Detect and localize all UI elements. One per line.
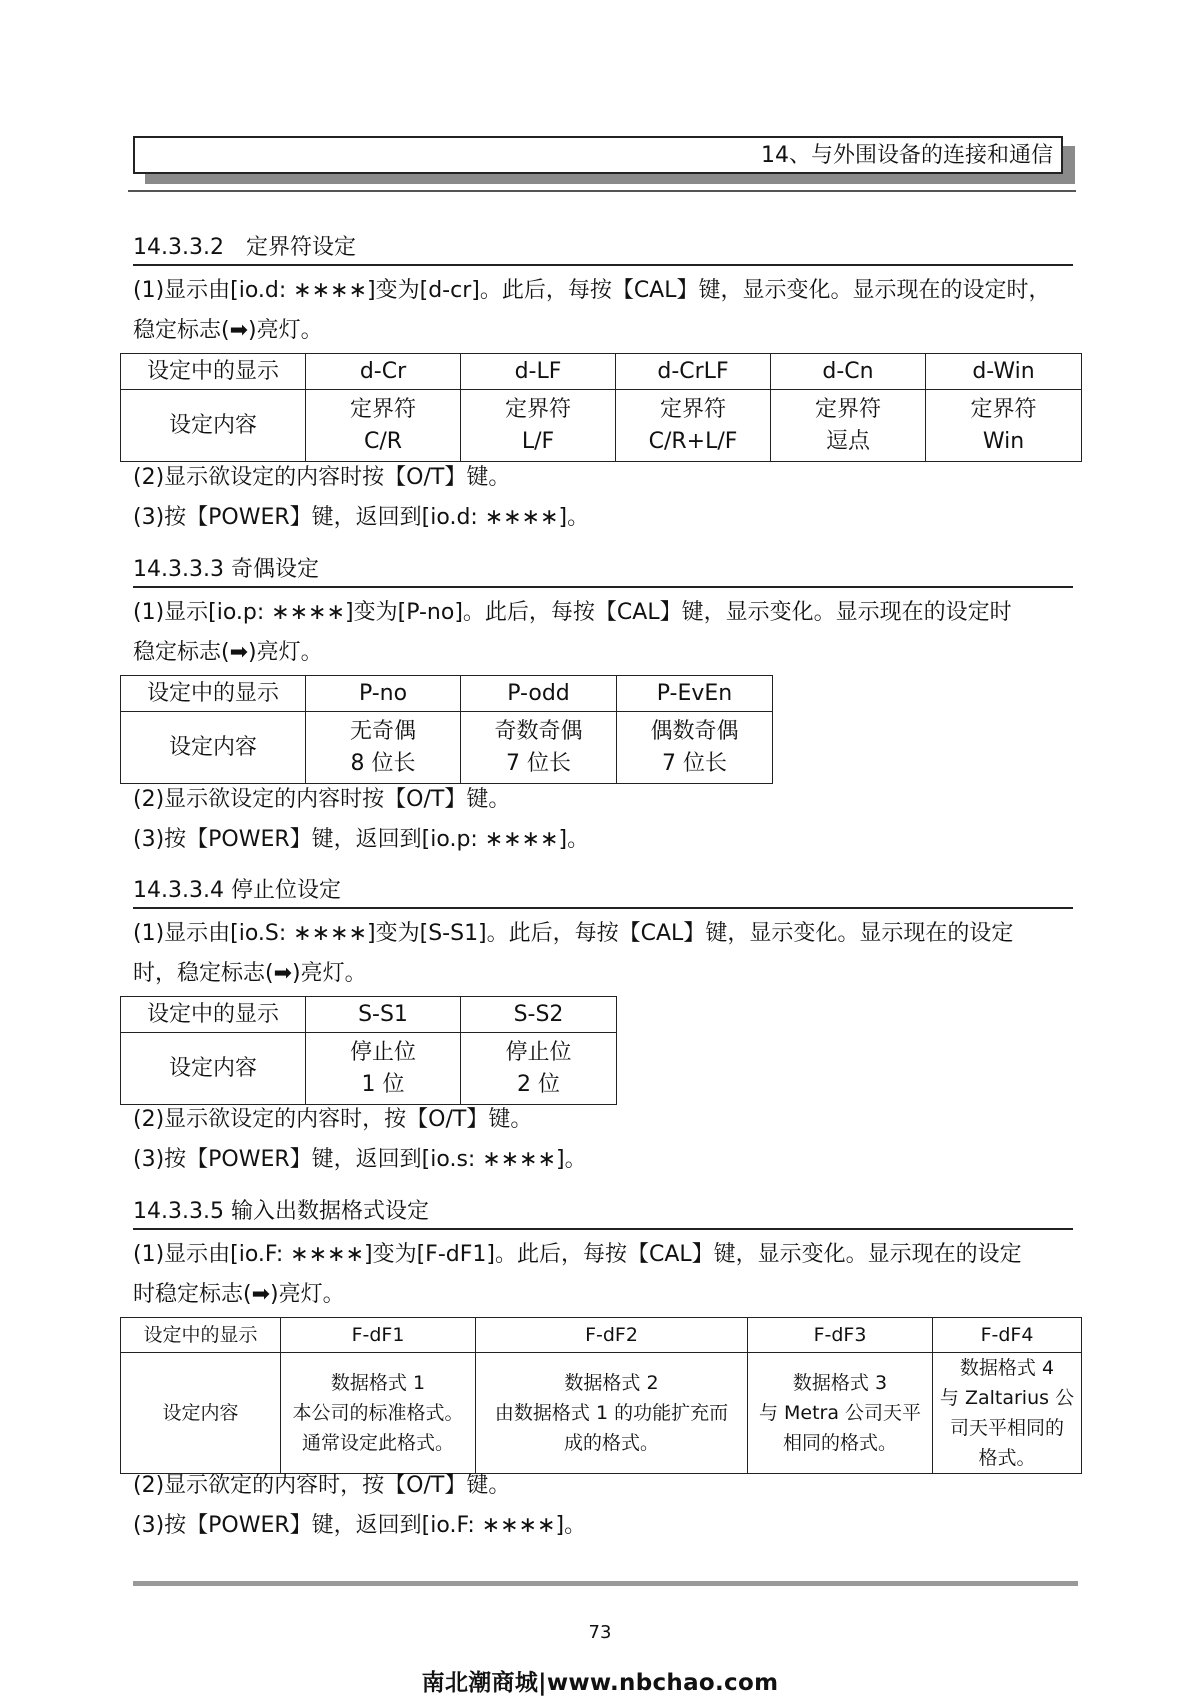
content-line: 停止位 xyxy=(505,1039,572,1065)
section-title-delimiter: 14.3.3.2 定界符设定 xyxy=(133,233,1073,266)
table-cell-display: d-CrLF xyxy=(616,354,771,390)
table-cell-content xyxy=(617,712,773,784)
delimiter-settings-table xyxy=(120,353,1082,462)
content-line: 与 Metra 公司天平 xyxy=(758,1402,922,1424)
section-stop-bit-step2 xyxy=(133,1100,1088,1140)
content-line: 奇数奇偶 xyxy=(494,718,583,744)
section-title-data-format: 14.3.3.5 输入出数据格式设定 xyxy=(133,1197,1073,1230)
table-cell-display: S-S2 xyxy=(461,997,617,1033)
step-line: 稳定标志(➡)亮灯。 xyxy=(133,640,323,665)
content-line: 相同的格式。 xyxy=(782,1432,897,1454)
step-line: (1)显示由[io.S: ∗∗∗∗]变为[S-S1]。此后，每按【CAL】键，显示变化。显示现在的设定 xyxy=(133,921,1014,946)
section-parity-step3 xyxy=(133,820,1088,860)
section-data-format-step3 xyxy=(133,1506,1088,1546)
footer-divider xyxy=(133,1581,1078,1586)
table-cell-display: d-LF xyxy=(461,354,616,390)
table-cell-display: P-EvEn xyxy=(617,676,773,712)
step-line: 时稳定标志(➡)亮灯。 xyxy=(133,1282,345,1307)
content-line: Win xyxy=(982,428,1025,454)
chapter-title: 14、与外围设备的连接和通信 xyxy=(761,143,1053,168)
table-cell-content xyxy=(306,712,461,784)
chapter-header xyxy=(133,136,1063,174)
table-cell-content xyxy=(748,1353,933,1474)
content-line: 定界符 xyxy=(970,396,1037,422)
content-line: 数据格式 3 xyxy=(792,1372,888,1394)
table-cell-content xyxy=(933,1353,1082,1474)
content-line: C/R xyxy=(363,428,403,454)
content-line: 定界符 xyxy=(504,396,571,422)
parity-settings-table xyxy=(120,675,773,784)
table-cell-display: d-Cn xyxy=(771,354,926,390)
section-parity-step1 xyxy=(133,593,1088,673)
step-line: (2)显示欲设定的内容时按【O/T】键。 xyxy=(133,787,511,812)
content-line: 由数据格式 1 的功能扩充而 xyxy=(494,1402,729,1424)
row-label-content: 设定内容 xyxy=(121,1353,281,1474)
table-cell-content xyxy=(306,390,461,462)
table-cell-content xyxy=(461,1033,617,1105)
step-line: 稳定标志(➡)亮灯。 xyxy=(133,318,323,343)
table-cell-content xyxy=(476,1353,748,1474)
step-line: (1)显示由[io.F: ∗∗∗∗]变为[F-dF1]。此后，每按【CAL】键，显示变化。显示现在的设定 xyxy=(133,1242,1022,1267)
table-cell-content xyxy=(926,390,1082,462)
section-title-parity: 14.3.3.3 奇偶设定 xyxy=(133,555,1073,588)
content-line: L/F xyxy=(521,428,555,454)
content-line: 格式。 xyxy=(978,1447,1036,1469)
content-line: 定界符 xyxy=(659,396,726,422)
content-line: 偶数奇偶 xyxy=(650,718,739,744)
table-cell-content xyxy=(461,712,617,784)
step-line: (2)显示欲设定的内容时，按【O/T】键。 xyxy=(133,1107,533,1132)
table-cell-content xyxy=(281,1353,476,1474)
site-watermark: 南北潮商城|www.nbchao.com xyxy=(421,1670,779,1696)
step-line: (2)显示欲设定的内容时按【O/T】键。 xyxy=(133,465,511,490)
content-line: 司天平相同的 xyxy=(949,1417,1064,1439)
section-parity-step2 xyxy=(133,780,1088,820)
section-delimiter-step3 xyxy=(133,498,1088,538)
content-line: 2 位 xyxy=(517,1071,560,1097)
step-line: (1)显示由[io.d: ∗∗∗∗]变为[d-cr]。此后，每按【CAL】键，显示变化。显示现在的设定时， xyxy=(133,278,1051,303)
content-line: 成的格式。 xyxy=(563,1432,659,1454)
row-label-content: 设定内容 xyxy=(121,390,306,462)
table-cell-display: d-Cr xyxy=(306,354,461,390)
table-cell-display: F-dF1 xyxy=(281,1318,476,1353)
row-label-display: 设定中的显示 xyxy=(121,1318,281,1353)
content-line: 逗点 xyxy=(825,428,870,454)
table-cell-display: F-dF4 xyxy=(933,1318,1082,1353)
content-line: 通常设定此格式。 xyxy=(301,1432,454,1454)
data-format-settings-table xyxy=(120,1317,1082,1474)
content-line: 定界符 xyxy=(349,396,416,422)
step-line: (3)按【POWER】键，返回到[io.p: ∗∗∗∗]。 xyxy=(133,827,590,852)
content-line: 数据格式 2 xyxy=(564,1372,659,1394)
row-label-content: 设定内容 xyxy=(121,1033,306,1105)
section-stop-bit-step1 xyxy=(133,914,1088,994)
table-cell-content xyxy=(306,1033,461,1105)
header-divider xyxy=(128,190,1076,192)
step-line: (1)显示[io.p: ∗∗∗∗]变为[P-no]。此后，每按【CAL】键，显示变化。显示现在的设定时 xyxy=(133,600,1012,625)
content-line: 定界符 xyxy=(814,396,881,422)
content-line: 7 位长 xyxy=(506,750,571,776)
content-line: 与 Zaltarius 公 xyxy=(939,1387,1075,1409)
section-delimiter-step1 xyxy=(133,271,1088,351)
section-data-format-step2 xyxy=(133,1466,1088,1506)
step-line: (3)按【POWER】键，返回到[io.F: ∗∗∗∗]。 xyxy=(133,1513,587,1538)
row-label-display: 设定中的显示 xyxy=(121,676,306,712)
table-cell-display: F-dF2 xyxy=(476,1318,748,1353)
content-line: 7 位长 xyxy=(662,750,727,776)
step-line: 时，稳定标志(➡)亮灯。 xyxy=(133,961,367,986)
content-line: 本公司的标准格式。 xyxy=(292,1402,464,1424)
table-cell-content xyxy=(616,390,771,462)
stop-bit-settings-table xyxy=(120,996,617,1105)
table-cell-display: F-dF3 xyxy=(748,1318,933,1353)
content-line: 停止位 xyxy=(349,1039,416,1065)
content-line: 数据格式 4 xyxy=(959,1357,1055,1379)
section-data-format-step1 xyxy=(133,1235,1088,1315)
table-cell-display: S-S1 xyxy=(306,997,461,1033)
step-line: (3)按【POWER】键，返回到[io.d: ∗∗∗∗]。 xyxy=(133,505,590,530)
table-cell-content xyxy=(771,390,926,462)
table-cell-display: d-Win xyxy=(926,354,1082,390)
section-stop-bit-step3 xyxy=(133,1140,1088,1180)
content-line: 1 位 xyxy=(361,1071,405,1097)
section-delimiter-step2 xyxy=(133,458,1088,498)
row-label-display: 设定中的显示 xyxy=(121,354,306,390)
table-cell-display: P-odd xyxy=(461,676,617,712)
table-cell-display: P-no xyxy=(306,676,461,712)
content-line: 数据格式 1 xyxy=(330,1372,426,1394)
table-cell-content xyxy=(461,390,616,462)
content-line: 8 位长 xyxy=(350,750,416,776)
row-label-content: 设定内容 xyxy=(121,712,306,784)
page-number: 73 xyxy=(588,1622,612,1643)
section-title-stop-bit: 14.3.3.4 停止位设定 xyxy=(133,876,1073,909)
step-line: (3)按【POWER】键，返回到[io.s: ∗∗∗∗]。 xyxy=(133,1147,587,1172)
row-label-display: 设定中的显示 xyxy=(121,997,306,1033)
step-line: (2)显示欲定的内容时，按【O/T】键。 xyxy=(133,1473,511,1498)
content-line: 无奇偶 xyxy=(349,718,416,744)
content-line: C/R+L/F xyxy=(648,428,738,454)
